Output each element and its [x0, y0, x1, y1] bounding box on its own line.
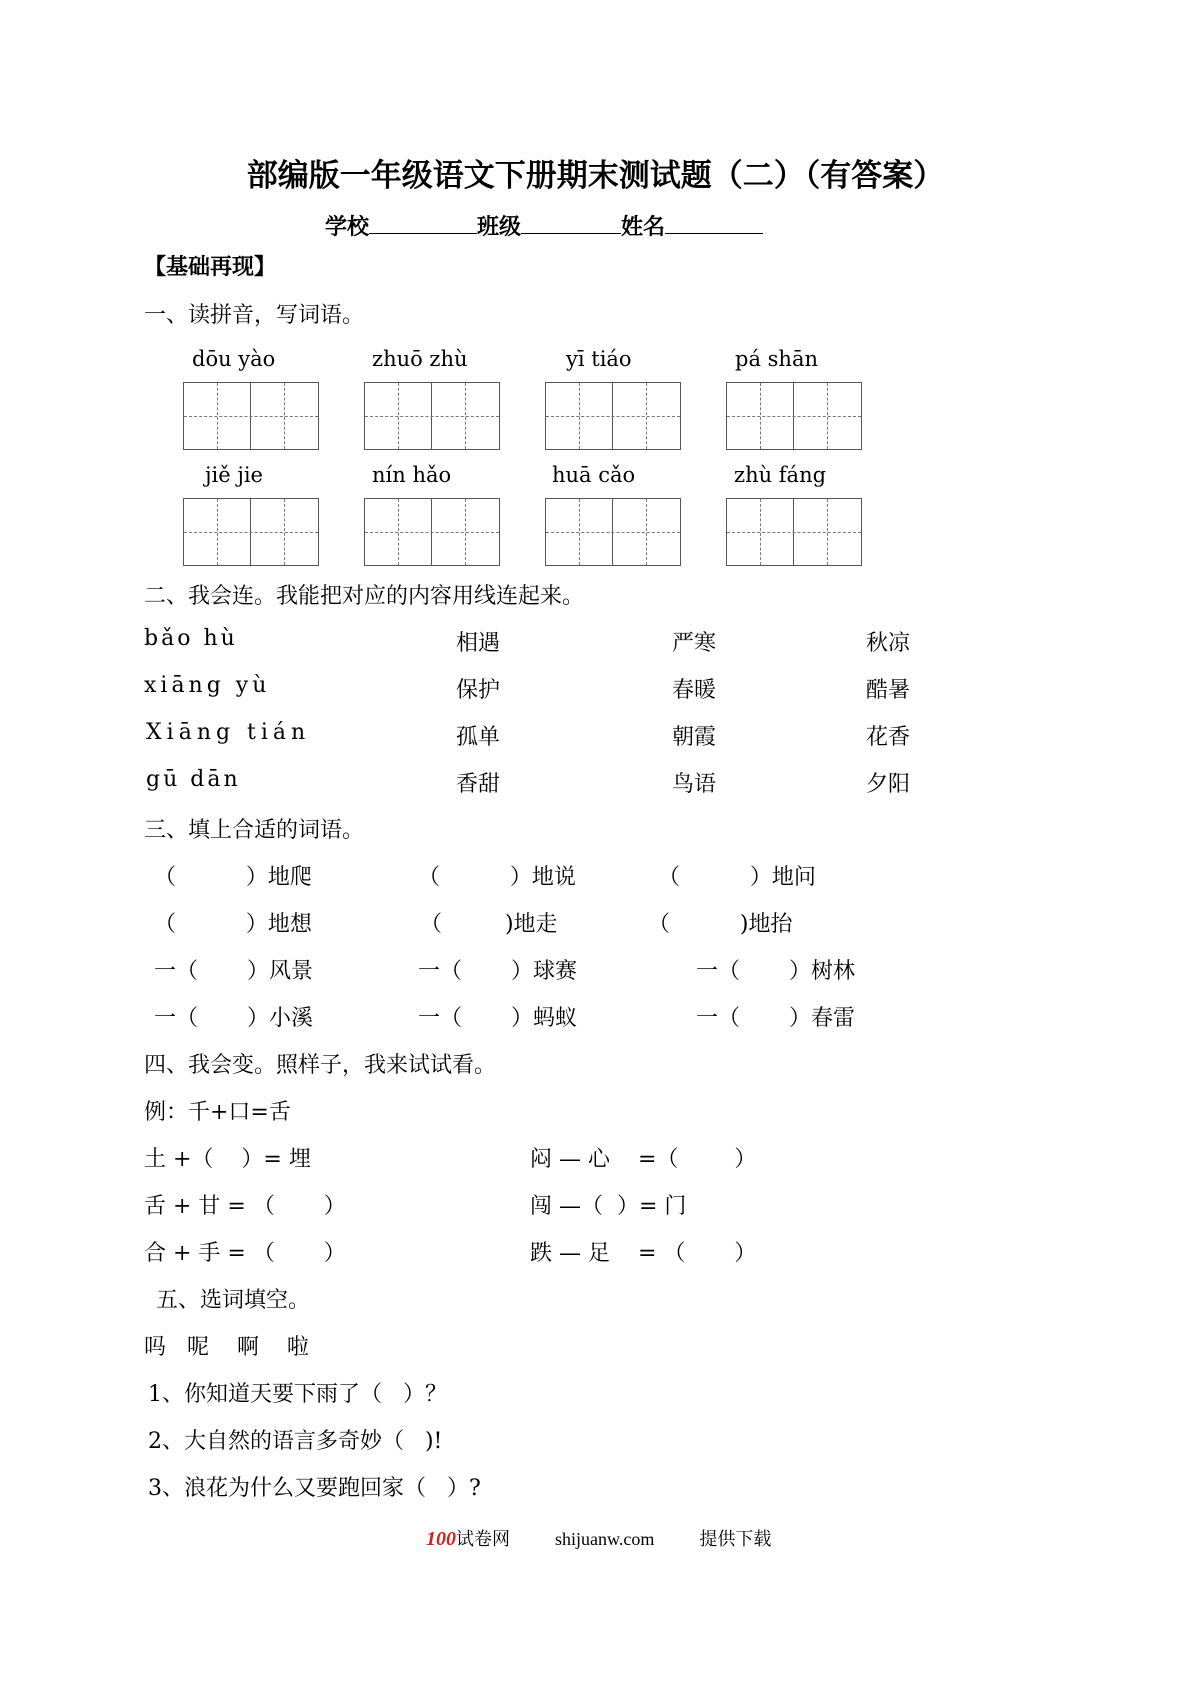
fill-blank-item: （ )地抬 [648, 912, 793, 937]
match-word: 香甜 [456, 772, 501, 797]
student-info [325, 210, 763, 241]
fill-blank-item: （ ）地想 [154, 912, 312, 937]
match-word: 花香 [866, 725, 911, 750]
match-pinyin: bǎo hù [144, 626, 238, 651]
char-transform-item: 舌 + 甘 = （ ） [144, 1194, 346, 1219]
match-word: 朝霞 [672, 725, 717, 750]
writing-grid[interactable] [726, 382, 862, 450]
page-title: 部编版一年级语文下册期末测试题（二）（有答案） [246, 158, 945, 194]
pinyin-label: dōu yào [192, 347, 276, 371]
fill-blank-item: 一（ ）风景 [154, 959, 313, 984]
section-3-heading: 三、填上合适的词语。 [144, 818, 365, 843]
match-pinyin: xiāng yù [144, 673, 271, 698]
school-label: 学校 [325, 214, 370, 240]
writing-grid[interactable] [545, 382, 681, 450]
fill-blank-item: 一（ ）蚂蚁 [418, 1006, 577, 1031]
match-word: 酷暑 [866, 678, 911, 703]
fill-blank-item: （ ）地爬 [154, 865, 312, 890]
match-word: 保护 [456, 678, 501, 703]
char-transform-item: 合 + 手 = （ ） [144, 1241, 346, 1266]
fill-blank-item: （ )地走 [420, 912, 558, 937]
pinyin-label: pá shān [735, 347, 818, 371]
site-name: 试卷网 [456, 1529, 510, 1549]
section-4-heading: 四、我会变。照样子，我来试试看。 [144, 1053, 497, 1078]
match-word: 春暖 [672, 678, 717, 703]
fill-blank-item: 一（ ）小溪 [154, 1006, 313, 1031]
match-word: 孤单 [456, 725, 501, 750]
school-blank [369, 213, 477, 234]
char-transform-item: 跌 — 足 = （ ） [530, 1241, 757, 1266]
section-5-heading: 五、选词填空。 [156, 1288, 311, 1313]
match-pinyin: gū dān [146, 767, 241, 792]
writing-grid[interactable] [364, 498, 500, 566]
fill-blank-item: 一（ ）球赛 [418, 959, 577, 984]
fill-blank-item: （ ）地问 [658, 865, 816, 890]
fill-blank-item: 一（ ）树林 [696, 959, 855, 984]
char-transform-item: 闷 — 心 =（ ） [530, 1147, 757, 1172]
question-item: 1、你知道天要下雨了（ ）？ [148, 1382, 447, 1407]
pinyin-label: zhuō zhù [372, 347, 468, 371]
char-transform-item: 闯 —（ ）= 门 [530, 1194, 687, 1219]
pinyin-label: nín hǎo [372, 463, 452, 487]
fill-blank-item: （ ）地说 [418, 865, 576, 890]
section-basic: 【基础再现】 [144, 254, 277, 280]
class-blank [521, 213, 621, 234]
pinyin-label: yī tiáo [566, 347, 632, 371]
section-2-heading: 二、我会连。我能把对应的内容用线连起来。 [144, 584, 585, 609]
name-label: 姓名 [621, 214, 666, 240]
site-logo: 100 [426, 1528, 456, 1550]
match-word: 秋凉 [866, 631, 911, 656]
pinyin-label: huā cǎo [552, 463, 636, 487]
match-word: 相遇 [456, 631, 501, 656]
question-item: 2、大自然的语言多奇妙（ )! [148, 1429, 443, 1454]
word-choices: 吗 呢 啊 啦 [144, 1335, 309, 1360]
footer-suffix: 提供下载 [699, 1529, 772, 1549]
char-transform-item: 土 +（ ）= 埋 [144, 1147, 311, 1172]
pinyin-label: zhù fáng [734, 463, 827, 487]
fill-blank-item: 一（ ）春雷 [696, 1006, 855, 1031]
name-blank [665, 213, 763, 234]
pinyin-label: jiě jie [205, 463, 263, 487]
section-1-heading: 一、读拼音，写词语。 [144, 303, 365, 328]
footer [426, 1525, 771, 1551]
writing-grid[interactable] [183, 382, 319, 450]
writing-grid[interactable] [364, 382, 500, 450]
writing-grid[interactable] [183, 498, 319, 566]
class-label: 班级 [477, 214, 522, 240]
question-item: 3、浪花为什么又要跑回家（ ）? [148, 1476, 481, 1501]
example-text: 例：千+口=舌 [144, 1100, 291, 1125]
match-word: 严寒 [672, 631, 717, 656]
writing-grid[interactable] [726, 498, 862, 566]
match-word: 鸟语 [672, 772, 717, 797]
match-word: 夕阳 [866, 772, 911, 797]
site-url[interactable]: shijuanw.com [555, 1529, 655, 1549]
match-pinyin: Xiāng tián [146, 720, 311, 745]
writing-grid[interactable] [545, 498, 681, 566]
